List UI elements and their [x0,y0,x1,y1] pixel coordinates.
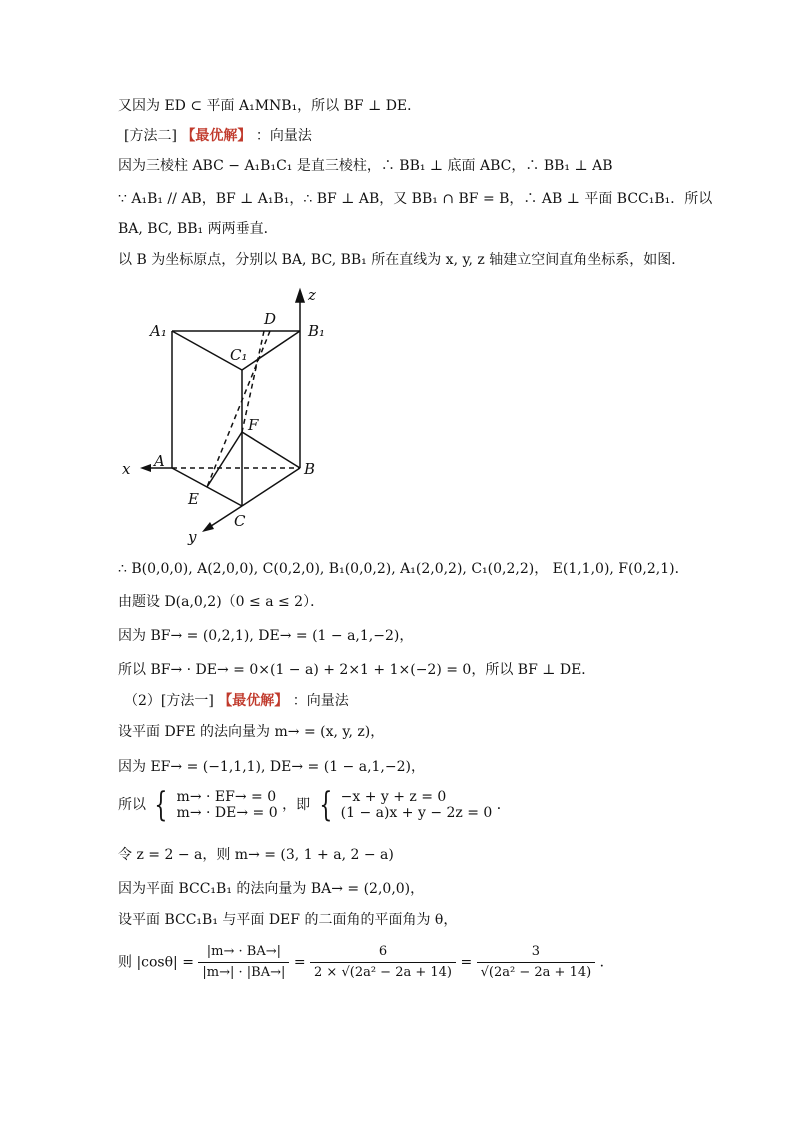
system-prefix: 所以 [118,797,146,813]
equals-2: = [460,954,473,971]
fraction-1 [198,942,289,983]
system-eq-1: m→ · EF→ = 0 [176,789,277,805]
method-label: [方法二] [124,128,177,144]
label-e: E [188,490,199,508]
system-mid: ，即 [282,797,311,813]
method-two-heading [124,126,312,146]
label-x: x [122,460,131,478]
prism-figure [118,278,358,550]
label-c1: C₁ [230,346,248,364]
system-eq-3: −x + y + z = 0 [340,789,447,805]
system-eq-2: m→ · DE→ = 0 [176,805,278,821]
label-b: B [304,460,316,478]
dot-product-system [177,789,278,821]
label-f: F [248,416,259,434]
text-line-15: 令 z = 2 − a，则 m→ = (3, 1 + a, 2 − a) [118,847,394,863]
text-line-4: ∵ A₁B₁ // AB，BF ⊥ A₁B₁，∴ BF ⊥ AB，又 BB₁ ∩ BF = B，∴ AB ⊥ 平面 BCC₁B₁．所以 [118,191,713,207]
prism-diagram [118,278,358,550]
fraction-2 [310,942,456,983]
edge-c-b [242,468,300,506]
label-c: C [234,512,246,530]
text-line-10: 所以 BF→ · DE→ = 0×(1 − a) + 2×1 + 1×(−2) = 0，所以 BF ⊥ DE． [118,662,596,678]
text-line-3: 因为三棱柱 ABC − A₁B₁C₁ 是直三棱柱，∴ BB₁ ⊥ 底面 ABC，∴ BB₁ ⊥ AB [118,158,613,174]
left-brace-1: { [154,785,168,825]
cosine-formula-line [118,942,614,983]
equals-1: = [293,954,306,971]
z-axis-arrow [296,290,304,302]
system-end: ． [496,797,511,813]
text-line-7: ∴ B(0,0,0), A(2,0,0), C(0,2,0), B₁(0,0,2), A₁(2,0,2), C₁(0,2,2)， E(1,1,0), F(0,2,1)． [118,561,689,577]
fraction-2-denominator: 2 × √(2a² − 2a + 14) [314,965,452,980]
text-line-1: 又因为 ED ⊂ 平面 A₁MNB₁，所以 BF ⊥ DE． [118,98,422,114]
text-line-8: 由题设 D(a,0,2)（0 ≤ a ≤ 2）． [118,594,325,610]
text-line-6: 以 B 为坐标原点，分别以 BA, BC, BB₁ 所在直线为 x, y, z 轴建立空间直角坐标系，如图． [118,252,686,268]
fraction-3 [477,942,596,983]
part-two-best-solution-tag: 【最优解】 [218,693,289,709]
label-b1: B₁ [308,322,326,340]
part-two-method-type: ：向量法 [292,693,349,709]
text-line-16: 因为平面 BCC₁B₁ 的法向量为 BA→ = (2,0,0)， [118,881,425,897]
segment-f-e [207,432,242,487]
part-two-heading [124,691,349,711]
label-a1: A₁ [150,322,167,340]
x-axis-arrow [140,464,151,472]
method-type: ：向量法 [255,128,312,144]
label-z: z [308,286,316,304]
fraction-1-denominator: |m→| · |BA→| [202,965,286,980]
text-line-13: 因为 EF→ = (−1,1,1), DE→ = (1 − a,1,−2)， [118,759,425,775]
fraction-3-numerator: 3 [477,942,596,963]
part-two-method-label: （2）[方法一] [124,693,214,709]
label-d: D [264,310,277,328]
best-solution-tag: 【最优解】 [181,128,252,144]
edge-c1-b1 [242,331,300,370]
segment-f-b [242,432,300,468]
fraction-3-denominator: √(2a² − 2a + 14) [480,965,592,980]
cos-prefix: 则 |cosθ| = [118,954,194,971]
fraction-1-numerator: |m→ · BA→| [198,942,289,963]
text-line-17: 设平面 BCC₁B₁ 与平面 DEF 的二面角的平面角为 θ， [118,912,458,928]
linear-system [341,789,493,821]
cos-end: ． [599,954,614,971]
left-brace-2: { [318,785,332,825]
text-line-12: 设平面 DFE 的法向量为 m→ = (x, y, z)， [118,724,385,740]
label-y: y [188,528,197,546]
text-line-9: 因为 BF→ = (0,2,1), DE→ = (1 − a,1,−2)， [118,628,414,644]
fraction-2-numerator: 6 [310,942,456,963]
label-a: A [154,452,165,470]
system-eq-4: (1 − a)x + y − 2z = 0 [340,805,493,821]
equation-system-line [118,785,511,825]
y-axis-arrow [202,522,214,532]
text-line-5: BA, BC, BB₁ 两两垂直． [118,221,278,237]
